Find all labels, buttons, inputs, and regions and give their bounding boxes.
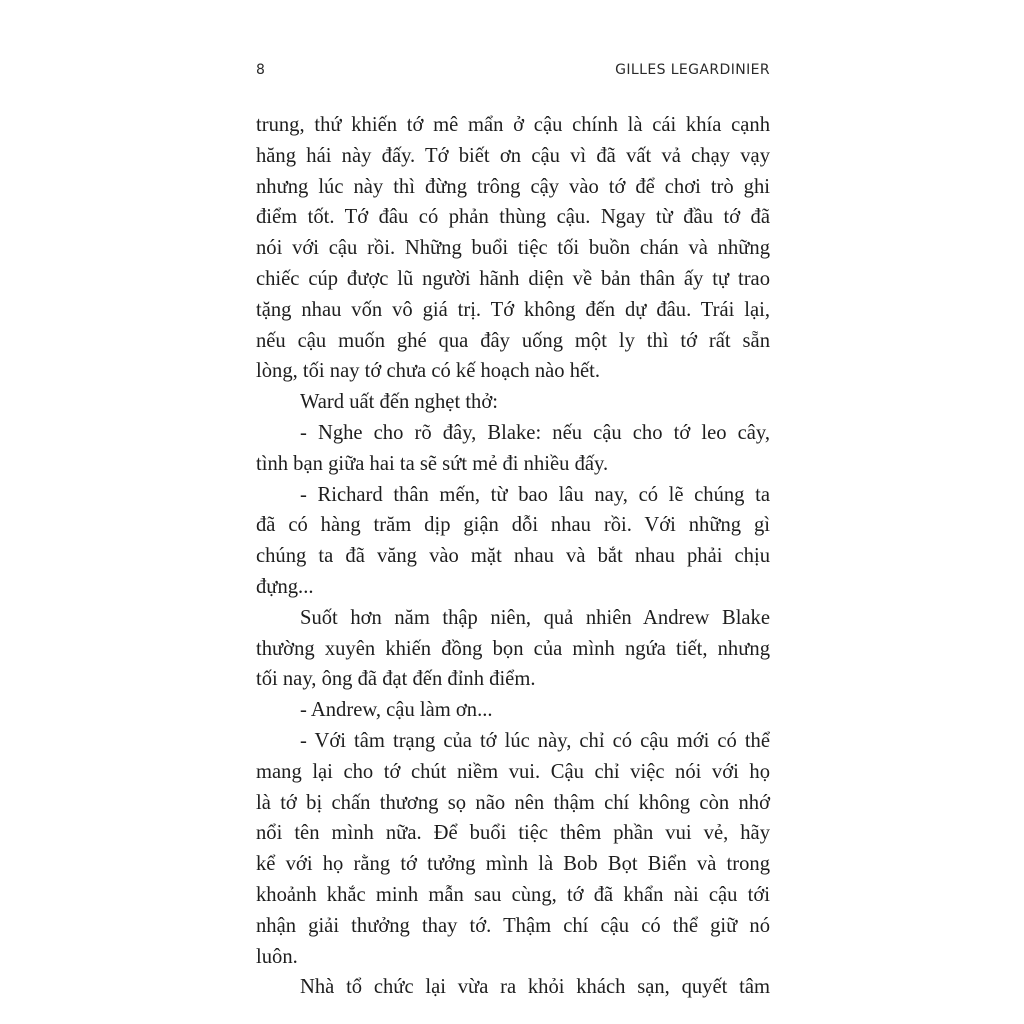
text-line: chiếc cúp được lũ người hãnh diện về bản thân ấy tự trao — [256, 267, 770, 290]
dialogue-paragraph — [256, 418, 770, 480]
text-line: tình bạn giữa hai ta sẽ sứt mẻ đi nhiều đấy. — [256, 452, 609, 475]
text-line: luôn. — [256, 945, 298, 968]
text-line: chúng ta đã văng vào mặt nhau và bắt nhau phải chịu — [256, 545, 770, 568]
text-line: Suốt hơn năm thập niên, quả nhiên Andrew Blake — [300, 606, 770, 629]
text-line: hăng hái này đấy. Tớ biết ơn cậu vì đã vất vả chạy vạy — [256, 144, 770, 167]
page-number: 8 — [256, 62, 266, 78]
text-line: đã có hàng trăm dịp giận dỗi nhau rồi. Với những gì — [256, 514, 770, 537]
text-line: nói với cậu rồi. Những buổi tiệc tối buồn chán và những — [256, 237, 770, 260]
dialogue-paragraph — [256, 480, 770, 603]
text-line: tặng nhau vốn vô giá trị. Tớ không đến dự đâu. Trái lại, — [256, 298, 770, 321]
text-line: - Với tâm trạng của tớ lúc này, chỉ có cậu mới có thể — [300, 729, 770, 752]
dialogue-paragraph — [256, 726, 770, 972]
text-line: nhưng lúc này thì đừng trông cậy vào tớ để chơi trò ghi — [256, 175, 770, 198]
text-line: mang lại cho tớ chút niềm vui. Cậu chỉ việc nói với họ — [256, 760, 770, 783]
text-line: nổi tên mình nữa. Để buổi tiệc thêm phần vui vẻ, hãy — [256, 822, 770, 845]
text-line: lòng, tối nay tớ chưa có kế hoạch nào hết. — [256, 360, 601, 383]
text-line: điểm tốt. Tớ đâu có phản thùng cậu. Ngay từ đầu tớ đã — [256, 206, 770, 229]
text-line: trung, thứ khiến tớ mê mẩn ở cậu chính là cái khía cạnh — [256, 114, 770, 136]
text-line: - Andrew, cậu làm ơn... — [300, 699, 493, 722]
text-line: - Richard thân mến, từ bao lâu nay, có lẽ chúng ta — [300, 483, 770, 506]
paragraph — [256, 387, 770, 418]
text-line: Nhà tổ chức lại vừa ra khỏi khách sạn, quyết tâm — [300, 976, 770, 999]
paragraph — [256, 603, 770, 695]
author-name: GILLES LEGARDINIER — [615, 62, 770, 78]
text-line: tối nay, ông đã đạt đến đỉnh điểm. — [256, 668, 536, 691]
text-line: thường xuyên khiến đồng bọn của mình ngứa tiết, nhưng — [256, 637, 770, 660]
text-line: là tớ bị chấn thương sọ não nên thậm chí không còn nhớ — [256, 791, 770, 814]
text-line: Ward uất đến nghẹt thở: — [300, 391, 498, 414]
body-text — [256, 110, 770, 1003]
running-head — [256, 58, 770, 82]
paragraph — [256, 972, 770, 1003]
paragraph — [256, 110, 770, 387]
text-line: - Nghe cho rõ đây, Blake: nếu cậu cho tớ leo cây, — [300, 421, 770, 444]
text-line: đựng... — [256, 575, 314, 598]
text-line: nhận giải thưởng thay tớ. Thậm chí cậu có thể giữ nó — [256, 914, 770, 937]
dialogue-paragraph — [256, 695, 770, 726]
text-line: kể với họ rằng tớ tưởng mình là Bob Bọt Biển và trong — [256, 853, 770, 876]
text-line: nếu cậu muốn ghé qua đây uống một ly thì tớ rất sẵn — [256, 329, 770, 352]
text-line: khoảnh khắc minh mẫn sau cùng, tớ đã khẩn nài cậu tới — [256, 883, 770, 906]
